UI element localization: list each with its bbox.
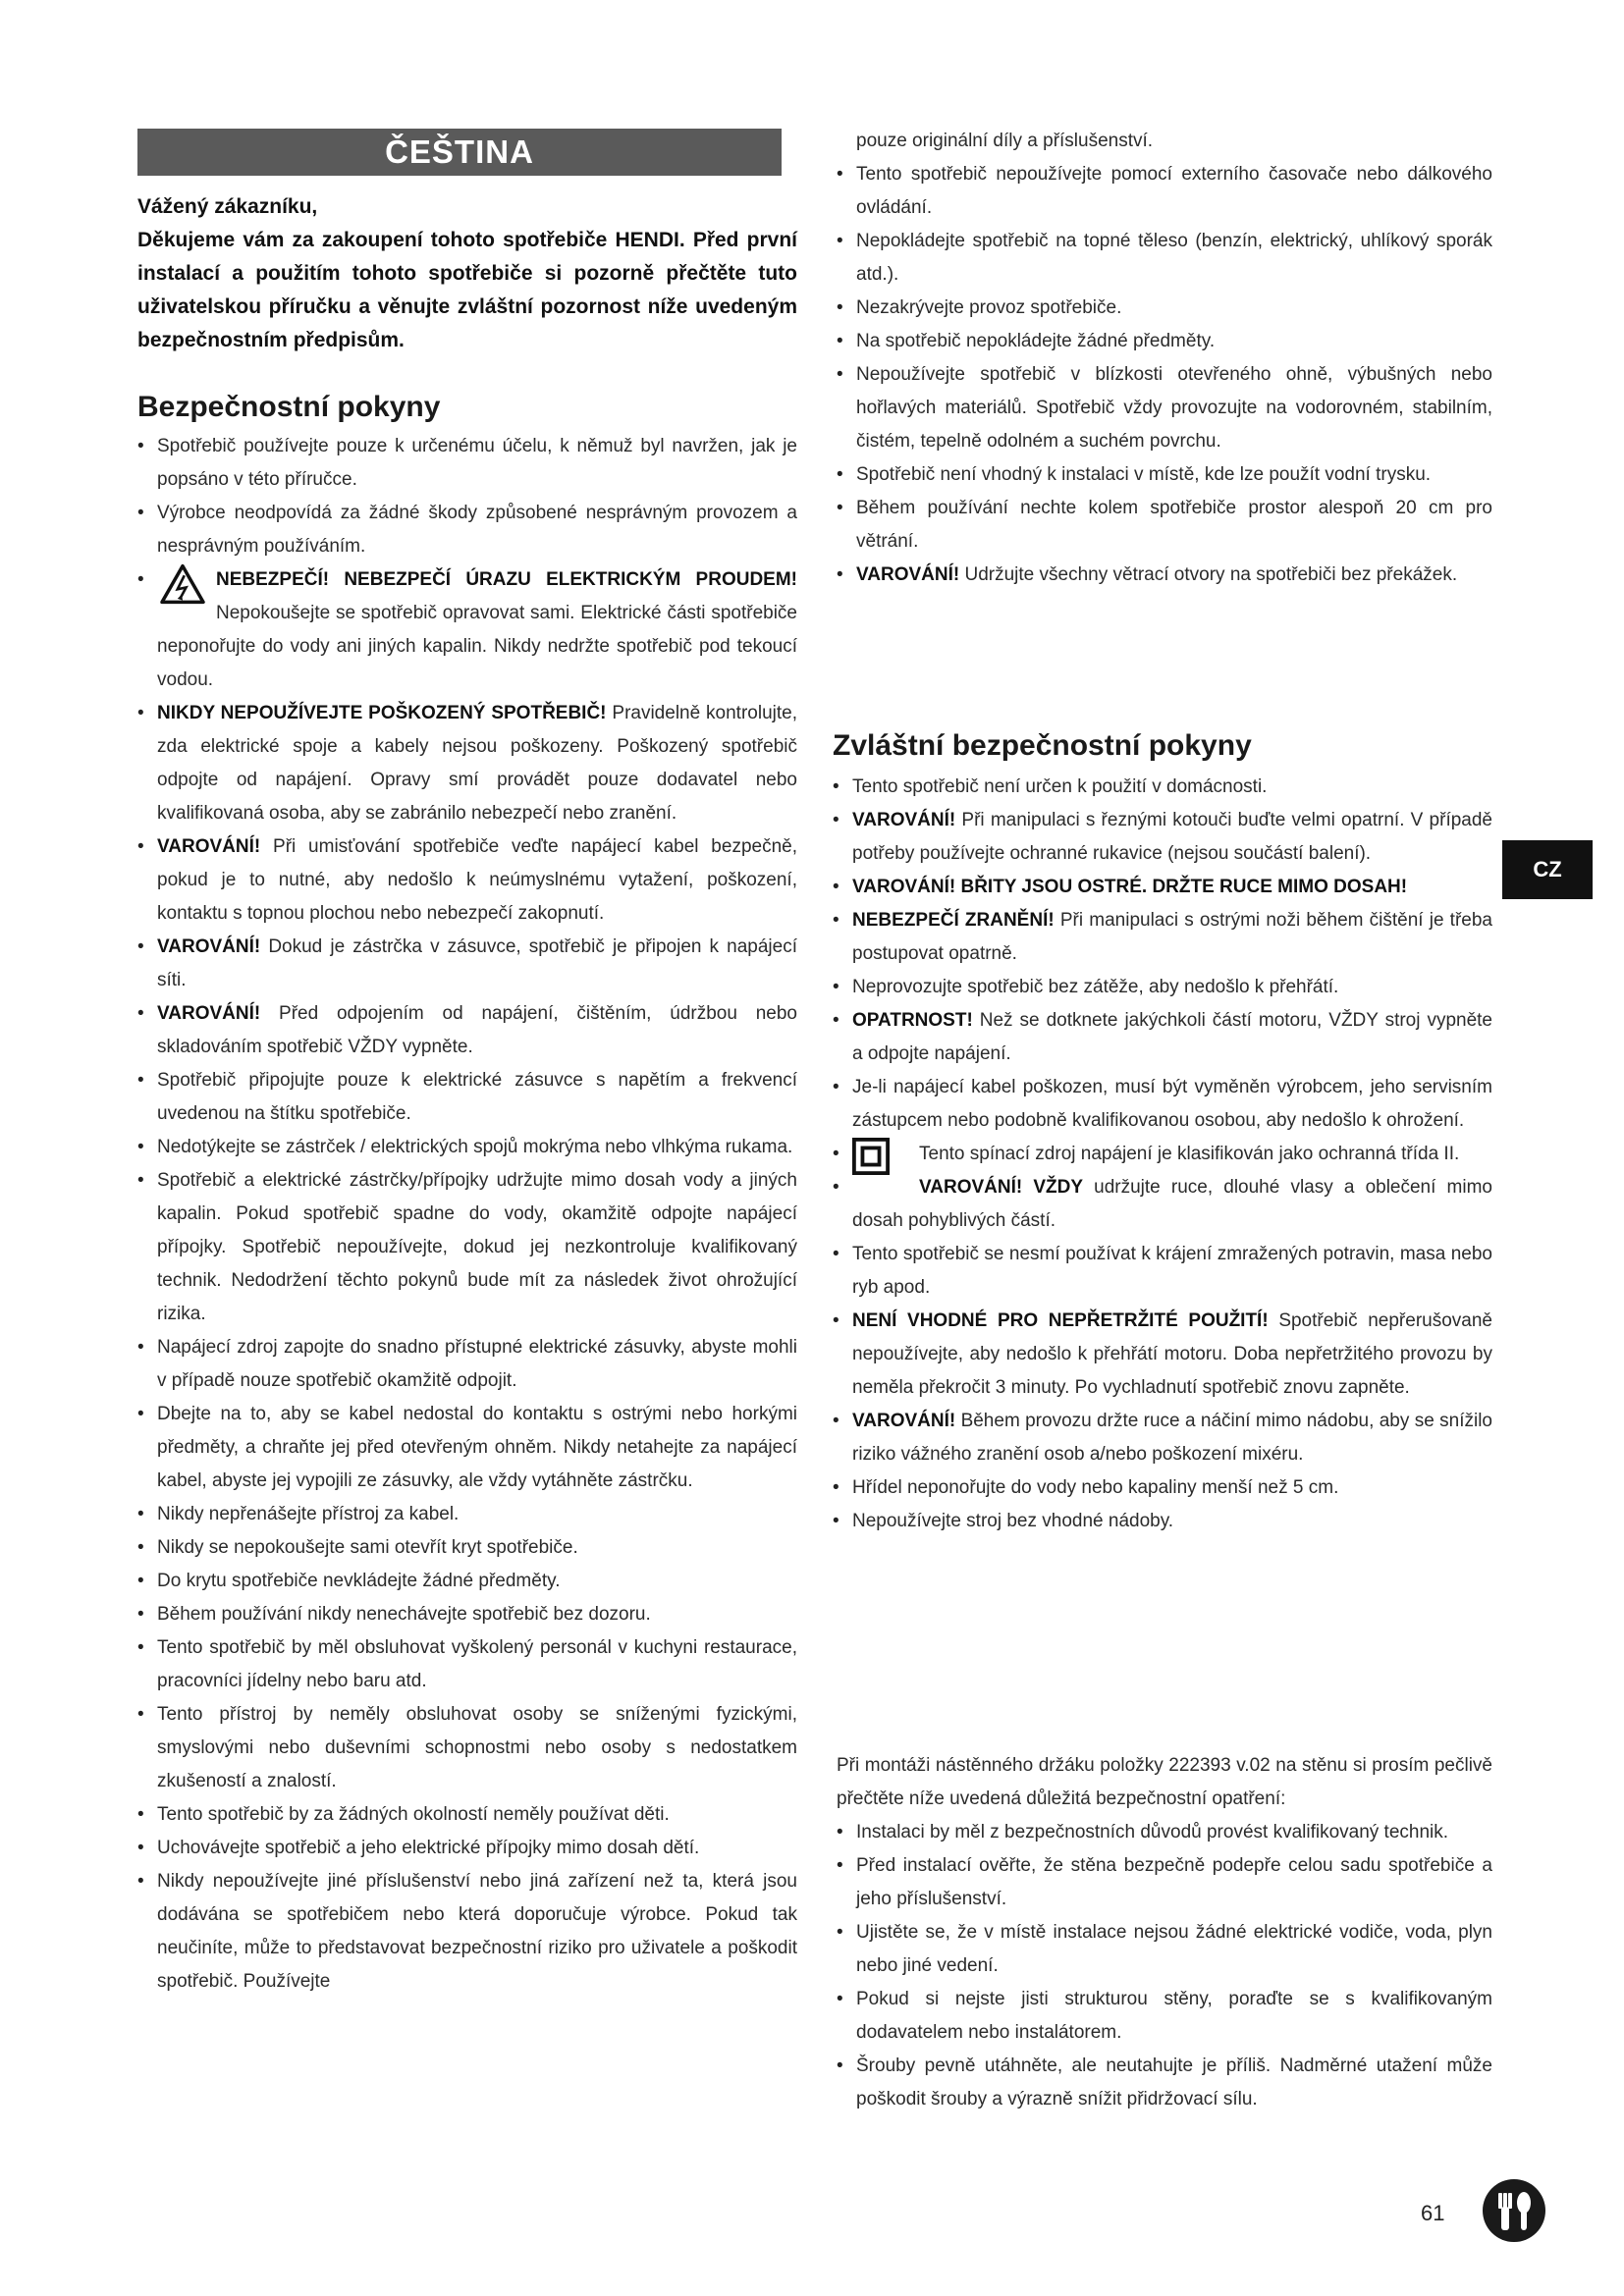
item-text: Hřídel neponořujte do vody nebo kapaliny menší než 5 cm. <box>852 1477 1339 1498</box>
emphasis: VAROVÁNÍ! <box>852 810 956 830</box>
item-text: Spotřebič používejte pouze k určenému účelu, k němuž byl navržen, jak je popsáno v této příručce. <box>157 436 797 490</box>
mounting-list <box>837 1816 1492 2116</box>
item-text: Uchovávejte spotřebič a jeho elektrické přípojky mimo dosah dětí. <box>157 1838 700 1858</box>
item-text: Spotřebič není vhodný k instalaci v místě, kde lze použít vodní trysku. <box>856 464 1432 485</box>
item-text: Spotřebič a elektrické zástrčky/přípojky udržujte mimo dosah vody a jiných kapalin. Pokud spotřebič spadne do vody, okamžitě odpojte napájecí přípojky. Spotřebič nepoužívejte, dokud jej nezkontroluje kvalifikovaný technik. Nedodržení těchto pokynů bude mít za následek život ohrožující rizika. <box>157 1170 797 1324</box>
item-text: Během používání nechte kolem spotřebiče prostor alespoň 20 cm pro větrání. <box>856 498 1492 552</box>
list-item <box>137 1331 797 1398</box>
list-item <box>837 2050 1492 2116</box>
page-number: 61 <box>1421 2201 1445 2225</box>
item-text: Udržujte všechny větrací otvory na spotřebiči bez překážek. <box>959 564 1458 585</box>
list-item <box>137 1531 797 1565</box>
item-text: Výrobce neodpovídá za žádné škody způsobené nesprávným provozem a nesprávným používáním. <box>157 503 797 557</box>
list-item <box>833 1138 1492 1171</box>
item-text: Spotřebič nepřerušovaně nepoužívejte, aby nedošlo k přehřátí motoru. Doba nepřetržitého provozu by neměla překročit 3 minuty. Po vychladnutí spotřebič znovu zapněte. <box>852 1310 1492 1398</box>
list-item <box>137 1698 797 1798</box>
list-item <box>137 1865 797 1999</box>
list-item <box>833 1171 1492 1238</box>
item-text: Tento spotřebič se nesmí používat k krájení zmražených potravin, masa nebo ryb apod. <box>852 1244 1492 1298</box>
item-text: Při umisťování spotřebiče veďte napájecí kabel bezpečně, pokud je to nutné, aby nedošlo k neúmyslnému vytažení, poškození, kontaktu s topnou plochou nebo nebezpečí zakopnutí. <box>157 836 797 924</box>
list-item <box>833 1238 1492 1305</box>
list-item <box>137 1565 797 1598</box>
item-text: Tento přístroj by neměly obsluhovat osoby se sníženými fyzickými, smyslovými nebo duševními schopnostmi nebo osoby s nedostatkem zkušeností a znalostí. <box>157 1704 797 1791</box>
list-item <box>833 804 1492 871</box>
emphasis: VAROVÁNÍ! <box>157 836 261 857</box>
item-text: Je-li napájecí kabel poškozen, musí být vyměněn výrobcem, jeho servisním zástupcem nebo podobně kvalifikovanou osobou, aby nedošlo k ohrožení. <box>852 1077 1492 1131</box>
emphasis: VAROVÁNÍ! <box>852 1411 956 1431</box>
intro-text: Děkujeme vám za zakoupení tohoto spotřebiče HENDI. Před první instalací a použitím tohoto spotřebiče si pozorně přečtěte tuto uživatelskou příručku a věnujte zvláštní pozornost níže uvedeným bezpečnostním předpisům. <box>137 229 797 351</box>
safety-continued <box>833 125 1492 592</box>
list-item <box>837 1849 1492 1916</box>
emphasis: NEBEZPEČÍ! NEBEZPEČÍ ÚRAZU ELEKTRICKÝM PROUDEM! <box>216 569 797 590</box>
list-item <box>837 492 1492 559</box>
list-item <box>837 358 1492 458</box>
safety-list-right <box>837 158 1492 592</box>
item-text: Spotřebič připojujte pouze k elektrické zásuvce s napětím a frekvencí uvedenou na štítku spotřebiče. <box>157 1070 797 1124</box>
list-item <box>137 931 797 997</box>
item-text: Tento spotřebič nepoužívejte pomocí externího časovače nebo dálkového ovládání. <box>856 164 1492 218</box>
item-text: Tento spotřebič není určen k použití v domácnosti. <box>852 776 1268 797</box>
item-text: Nepokoušejte se spotřebič opravovat sami. Elektrické části spotřebiče neponořujte do vody ani jiných kapalin. Nikdy nedržte spotřebič pod tekoucí vodou. <box>157 603 797 690</box>
greeting: Vážený zákazníku, <box>137 195 318 218</box>
emphasis: VAROVÁNÍ! VŽDY <box>919 1177 1084 1198</box>
language-tab: CZ <box>1502 840 1593 899</box>
item-text: Ujistěte se, že v místě instalace nejsou žádné elektrické vodiče, voda, plyn nebo jiné vedení. <box>856 1922 1492 1976</box>
item-text: Instalaci by měl z bezpečnostních důvodů provést kvalifikovaný technik. <box>856 1822 1449 1842</box>
list-item <box>137 1798 797 1832</box>
item-text: Napájecí zdroj zapojte do snadno přístupné elektrické zásuvky, abyste mohli v případě nouze spotřebič okamžitě odpojit. <box>157 1337 797 1391</box>
item-text: Nikdy se nepokoušejte sami otevřít kryt spotřebiče. <box>157 1537 578 1558</box>
item-text: Před odpojením od napájení, čištěním, údržbou nebo skladováním spotřebič VŽDY vypněte. <box>157 1003 797 1057</box>
item-text: Před instalací ověřte, že stěna bezpečně podepře celou sadu spotřebiče a jeho příslušenství. <box>856 1855 1492 1909</box>
hendi-logo-icon <box>1481 2177 1547 2244</box>
list-item <box>837 1983 1492 2050</box>
item-text: Tento spínací zdroj napájení je klasifikován jako ochranná třída II. <box>919 1144 1460 1164</box>
list-item <box>833 1471 1492 1505</box>
item-text: Nepoužívejte spotřebič v blízkosti otevřeného ohně, výbušných nebo hořlavých materiálů. Spotřebič vždy provozujte na vodorovném, stabilním, čistém, tepelně odolném a suchém povrchu. <box>856 364 1492 452</box>
item-text: Tento spotřebič by za žádných okolností neměly používat děti. <box>157 1804 670 1825</box>
item-text: Nikdy nepřenášejte přístroj za kabel. <box>157 1504 460 1524</box>
emphasis: VAROVÁNÍ! <box>157 936 261 957</box>
item-text: Pokud si nejste jisti strukturou stěny, poraďte se s kvalifikovaným dodavatelem nebo instalátorem. <box>856 1989 1492 2043</box>
list-item <box>137 830 797 931</box>
list-item <box>837 325 1492 358</box>
language-banner: ČEŠTINA <box>137 129 782 176</box>
safety-title: Bezpečnostní pokyny <box>137 391 441 423</box>
list-item <box>837 559 1492 592</box>
list-item <box>137 563 797 697</box>
list-item <box>837 225 1492 292</box>
list-item <box>837 158 1492 225</box>
list-item <box>837 1916 1492 1983</box>
emphasis: VAROVÁNÍ! <box>157 1003 261 1024</box>
item-text: Neprovozujte spotřebič bez zátěže, aby nedošlo k přehřátí. <box>852 977 1339 997</box>
item-text: Tento spotřebič by měl obsluhovat vyškolený personál v kuchyni restaurace, pracovníci jídelny nebo baru atd. <box>157 1637 797 1691</box>
item-text: Nikdy nepoužívejte jiné příslušenství nebo jiná zařízení než ta, která jsou dodávána se spotřebičem nebo která doporučuje výrobce. Pokud tak neučiníte, může to představovat bezpečnostní riziko pro uživatele a poškodit spotřebič. Používejte <box>157 1871 797 1992</box>
special-list <box>833 771 1492 1538</box>
item-text: Než se dotknete jakýchkoli částí motoru, VŽDY stroj vypněte a odpojte napájení. <box>852 1010 1492 1064</box>
list-item <box>833 971 1492 1004</box>
emphasis: NEBEZPEČÍ ZRANĚNÍ! <box>852 910 1055 931</box>
list-item <box>137 1832 797 1865</box>
emphasis: OPATRNOST! <box>852 1010 973 1031</box>
item-text: Dokud je zástrčka v zásuvce, spotřebič je připojen k napájecí síti. <box>157 936 797 990</box>
intro <box>137 190 797 357</box>
list-item <box>137 1164 797 1331</box>
emphasis: VAROVÁNÍ! <box>856 564 960 585</box>
item-text: Při manipulaci s ostrými noži během čištění je třeba postupovat opatrně. <box>852 910 1492 964</box>
list-item <box>137 1131 797 1164</box>
list-item <box>837 458 1492 492</box>
item-text: Nepokládejte spotřebič na topné těleso (benzín, elektrický, uhlíkový sporák atd.). <box>856 231 1492 285</box>
list-item <box>833 1071 1492 1138</box>
list-item <box>837 1816 1492 1849</box>
safety-list <box>137 430 797 1999</box>
list-item <box>137 497 797 563</box>
list-item <box>137 1631 797 1698</box>
item-text: Pravidelně kontrolujte, zda elektrické spoje a kabely nejsou poškozeny. Poškozený spotřebič odpojte od napájení. Opravy smí provádět pouze dodavatel nebo kvalifikovaná osoba, aby se zabránilo nebezpečí nebo zranění. <box>157 703 797 824</box>
mounting-section <box>833 1749 1492 2116</box>
item-text: Při manipulaci s řeznými kotouči buďte velmi opatrní. V případě potřeby používejte ochranné rukavice (nejsou součástí balení). <box>852 810 1492 864</box>
warning-triangle-icon <box>159 563 206 605</box>
list-item <box>137 430 797 497</box>
item-text: Šrouby pevně utáhněte, ale neutahujte je příliš. Nadměrné utažení může poškodit šrouby a výrazně snížit přidržovací sílu. <box>856 2056 1492 2109</box>
list-item <box>137 1498 797 1531</box>
mounting-intro: Při montáži nástěnného držáku položky 222393 v.02 na stěnu si prosím pečlivě přečtěte níže uvedená důležitá bezpečnostní opatření: <box>837 1755 1492 1809</box>
list-item <box>137 997 797 1064</box>
item-text: udržujte ruce, dlouhé vlasy a oblečení mimo dosah pohyblivých částí. <box>852 1177 1492 1231</box>
list-item <box>837 292 1492 325</box>
list-item <box>137 697 797 830</box>
emphasis: NENÍ VHODNÉ PRO NEPŘETRŽITÉ POUŽITÍ! <box>852 1310 1269 1331</box>
list-item <box>833 1004 1492 1071</box>
item-text: Do krytu spotřebiče nevkládejte žádné předměty. <box>157 1571 561 1591</box>
emphasis: VAROVÁNÍ! BŘITY JSOU OSTRÉ. DRŽTE RUCE MIMO DOSAH! <box>852 877 1408 897</box>
item-text: Nedotýkejte se zástrček / elektrických spojů mokrýma nebo vlhkýma rukama. <box>157 1137 793 1157</box>
list-item <box>833 1505 1492 1538</box>
list-item <box>137 1598 797 1631</box>
item-text: Nepoužívejte stroj bez vhodné nádoby. <box>852 1511 1174 1531</box>
list-item <box>833 771 1492 804</box>
list-item <box>137 1064 797 1131</box>
item-text: Dbejte na to, aby se kabel nedostal do kontaktu s ostrými nebo horkými předměty, a chraňte jej před otevřeným ohněm. Nikdy netahejte za napájecí kabel, abyste jej vypojili ze zásuvky, ale vždy vytáhněte zástrčku. <box>157 1404 797 1491</box>
item-text: Během používání nikdy nenechávejte spotřebič bez dozoru. <box>157 1604 651 1625</box>
item-text: Nezakrývejte provoz spotřebiče. <box>856 297 1122 318</box>
emphasis: NIKDY NEPOUŽÍVEJTE POŠKOZENÝ SPOTŘEBIČ! <box>157 703 607 723</box>
list-item <box>833 1305 1492 1405</box>
item-text: Během provozu držte ruce a náčiní mimo nádobu, aby se snížilo riziko vážného zranění osob a/nebo poškození mixéru. <box>852 1411 1492 1465</box>
item-text: Na spotřebič nepokládejte žádné předměty. <box>856 331 1216 351</box>
special-title: Zvláštní bezpečnostní pokyny <box>833 729 1252 762</box>
list-item <box>137 1398 797 1498</box>
list-item <box>833 904 1492 971</box>
list-item <box>833 1405 1492 1471</box>
list-item <box>833 871 1492 904</box>
safety-continuation: pouze originální díly a příslušenství. <box>856 131 1154 151</box>
